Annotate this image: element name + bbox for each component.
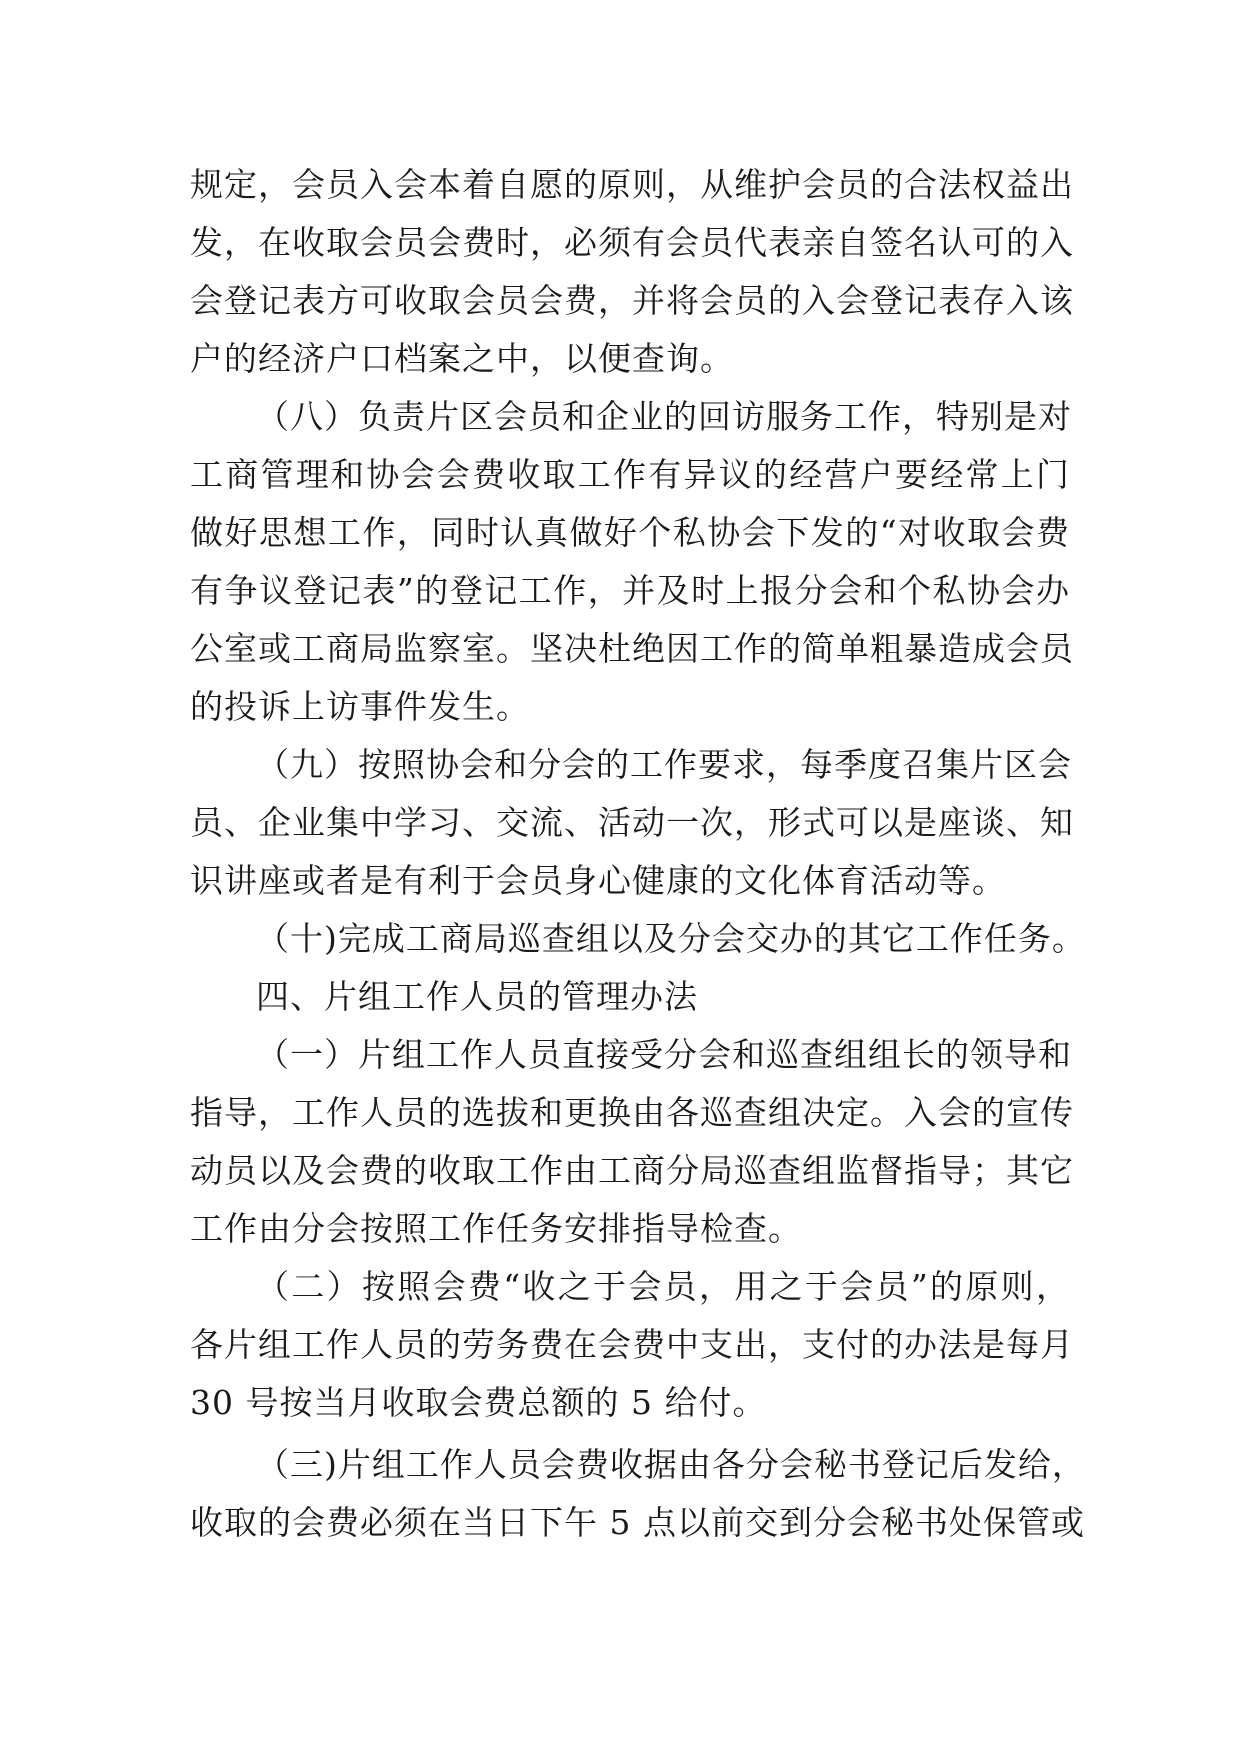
text-line: 会登记表方可收取会员会费，并将会员的入会登记表存入该: [190, 281, 1074, 320]
text-line: 公室或工商局监察室。坚决杜绝因工作的简单粗暴造成会员: [190, 629, 1074, 668]
paragraph-heading-line: （九）按照协会和分会的工作要求，每季度召集片区会: [256, 745, 1072, 784]
text-line: 工商管理和协会会费收取工作有异议的经营户要经常上门: [190, 455, 1070, 494]
text-line: 各片组工作人员的劳务费在会费中支出，支付的办法是每月: [190, 1325, 1074, 1364]
text-line: 发，在收取会员会费时，必须有会员代表亲自签名认可的入: [190, 223, 1074, 262]
text-line: 员、企业集中学习、交流、活动一次，形式可以是座谈、知: [190, 803, 1074, 842]
text-line: 户的经济户口档案之中，以便查询。: [190, 339, 734, 378]
text-line: 收取的会费必须在当日下午 5 点以前交到分会秘书处保管或: [190, 1503, 1085, 1542]
text-line: 识讲座或者是有利于会员身心健康的文化体育活动等。: [190, 861, 1006, 900]
text-line: 动员以及会费的收取工作由工商分局巡查组监督指导；其它: [190, 1151, 1074, 1190]
paragraph-heading-line: （八）负责片区会员和企业的回访服务工作，特别是对: [256, 397, 1072, 436]
paragraph-heading-line: （一）片组工作人员直接受分会和巡查组组长的领导和: [256, 1035, 1072, 1074]
text-line: 30 号按当月收取会费总额的 5 给付。: [190, 1383, 767, 1422]
text-line: 的投诉上访事件发生。: [190, 687, 530, 726]
text-line: 指导，工作人员的选拔和更换由各巡查组决定。入会的宣传: [190, 1093, 1074, 1132]
paragraph-heading-line: （三)片组工作人员会费收据由各分会秘书登记后发给，: [256, 1445, 1086, 1484]
text-line: 工作由分会按照工作任务安排指导检查。: [190, 1209, 802, 1248]
section-heading: 四、片组工作人员的管理办法: [256, 977, 698, 1016]
text-line: 有争议登记表”的登记工作，并及时上报分会和个私协会办: [190, 571, 1070, 610]
paragraph-heading-line: （二）按照会费“收之于会员，用之于会员”的原则，: [256, 1267, 1070, 1306]
text-line: 做好思想工作，同时认真做好个私协会下发的“对收取会费: [190, 513, 1070, 552]
text-line: 规定，会员入会本着自愿的原则，从维护会员的合法权益出: [190, 165, 1074, 204]
paragraph-heading-line: （十)完成工商局巡查组以及分会交办的其它工作任务。: [256, 919, 1086, 958]
